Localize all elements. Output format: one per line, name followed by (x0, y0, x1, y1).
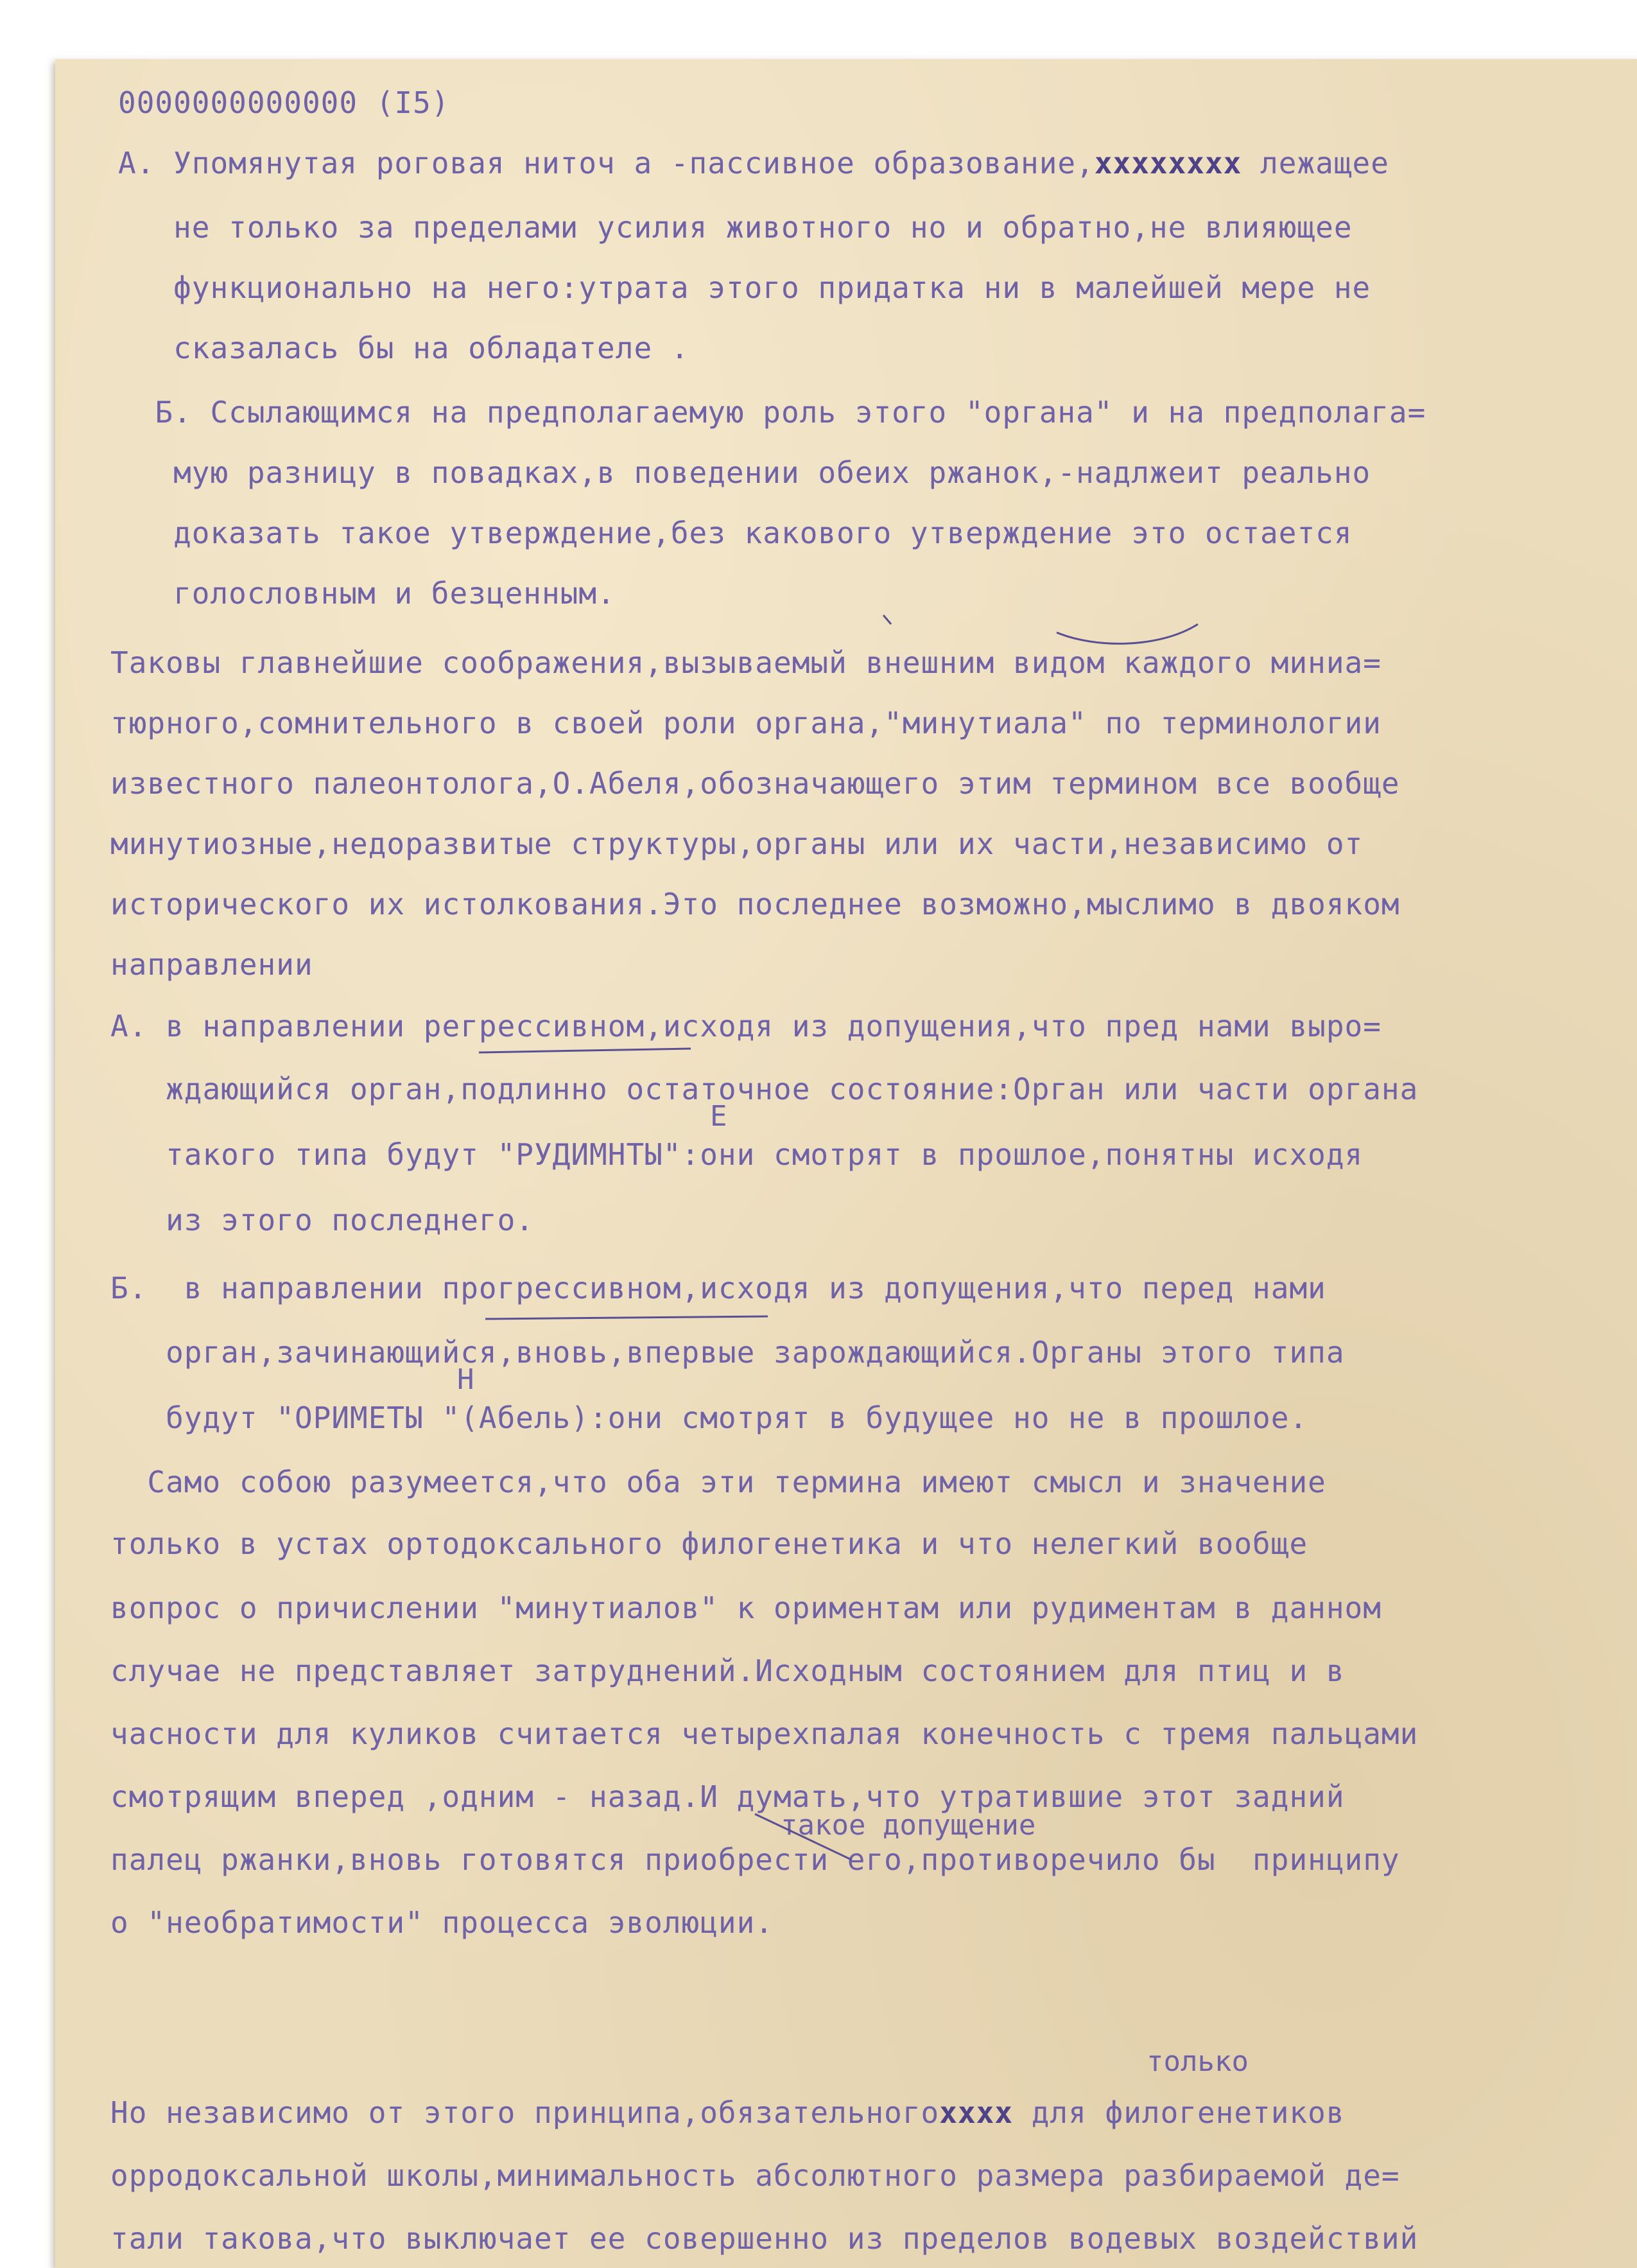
text-line: известного палеонтолога,О.Абеля,обозначающего этим термином все вообще (110, 766, 1400, 801)
text-segment: Но независимо от этого принципа,обязательного (110, 2095, 940, 2130)
text-line: Б. Ссылающимся на предполагаемую роль этого "органа" и на предполага= (118, 395, 1426, 430)
struck-out-text: хххх (939, 2095, 1014, 2130)
text-line: тали такова,что выключает ее совершенно из пределов водевых воздействий (110, 2221, 1419, 2256)
text-line: направлении (110, 947, 313, 982)
text-line: тюрного,сомнительного в своей роли органа,"минутиала" по терминологии (110, 706, 1381, 740)
paper-sheet (55, 59, 1637, 2268)
text-line: доказать такое утверждение,без какового утверждение это остается (118, 516, 1353, 550)
insertion-caret (755, 1814, 851, 1860)
text-line: голословным и безценным. (118, 576, 616, 611)
text-segment: А. Упомянутая роговая ниточ а -пассивное образование, (118, 146, 1095, 180)
text-line: орган,зачинающийся,вновь,впервые зарождающийся.Органы этого типа (110, 1335, 1345, 1370)
struck-out-text: хххххххх (1094, 146, 1242, 180)
text-line: ждающийся орган,подлинно остаточное состояние:Орган или части органа (110, 1072, 1419, 1106)
handwritten-insertion: Н (457, 1363, 474, 1396)
text-line: сказалась бы на обладателе . (118, 331, 689, 365)
text-line: не только за пределами усилия животного но и обратно,не влияющее (118, 210, 1353, 245)
text-line: случае не представляет затруднений.Исходным состоянием для птиц и в (110, 1653, 1345, 1688)
text-line: только в устах ортодоксального филогенетика и что нелегкий вообще (110, 1526, 1308, 1561)
tick-mark (883, 615, 891, 624)
handwritten-insertion: Е (710, 1100, 727, 1133)
text-line: исторического их истолкования.Это последнее возможно,мыслимо в двояком (110, 887, 1400, 921)
page-header: 0000000000000 (I5) (118, 85, 450, 120)
underline-mark (479, 1049, 691, 1052)
text-line: часности для куликов считается четырехпалая конечность с тремя пальцами (110, 1716, 1419, 1751)
curve-mark (1057, 624, 1198, 643)
text-line: смотрящим вперед ,одним - назад.И думать,что утратившие этот задний (110, 1779, 1345, 1814)
text-segment: лежащее (1242, 146, 1389, 180)
handwritten-insertion: такое допущение (781, 1809, 1036, 1842)
handwritten-insertion: только (1147, 2045, 1249, 2078)
text-line: будут "ОРИМЕТЫ "(Абель):они смотрят в будущее но не в прошлое. (110, 1400, 1308, 1435)
text-line: А. в направлении регрессивном,исходя из допущения,что пред нами выро= (110, 1009, 1381, 1043)
text-line: минутиозные,недоразвитые структуры,органы или их части,независимо от (110, 826, 1364, 861)
text-line: мую разницу в повадках,в поведении обеих ржанок,-надлжеит реально (118, 455, 1371, 490)
text-line: Б. в направлении прогрессивном,исходя из допущения,что перед нами (110, 1271, 1326, 1305)
underline-mark (485, 1316, 768, 1319)
pen-marks (55, 59, 1637, 2268)
text-line: такого типа будут "РУДИМНТЫ":они смотрят в прошлое,понятны исходя (110, 1137, 1364, 1172)
text-segment: для филогенетиков (1013, 2095, 1345, 2130)
text-line: из этого последнего. (110, 1203, 534, 1237)
text-line: Само собою разумеется,что оба эти термина имеют смысл и значение (110, 1465, 1326, 1499)
text-line: функционально на него:утрата этого придатка ни в малейшей мере не (118, 270, 1371, 305)
text-line: о "необратимости" процесса эволюции. (110, 1905, 774, 1940)
text-line: орродоксальной школы,минимальность абсолютного размера разбираемой де= (110, 2158, 1400, 2193)
text-line: вопрос о причислении "минутиалов" к ориментам или рудиментам в данном (110, 1591, 1381, 1625)
text-line: Таковы главнейшие соображения,вызываемый внешним видом каждого миниа= (110, 645, 1381, 680)
text-line: палец ржанки,вновь готовятся приобрести его,противоречило бы принципу (110, 1842, 1400, 1877)
